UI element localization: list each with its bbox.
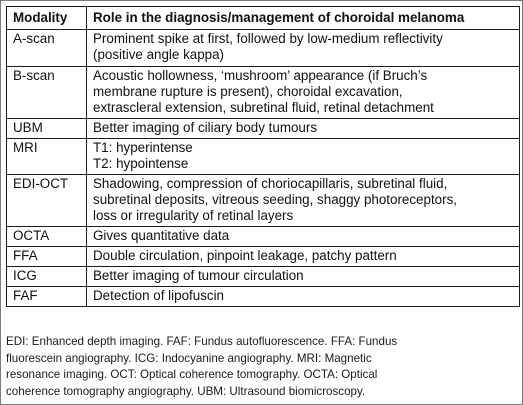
- role-line: Gives quantitative data: [93, 228, 230, 243]
- modality-cell: FAF: [7, 287, 87, 307]
- modality-cell: FFA: [7, 247, 87, 267]
- modality-cell: MRI: [7, 139, 87, 175]
- role-line: Better imaging of ciliary body tumours: [93, 120, 318, 135]
- role-line: Prominent spike at first, followed by low-medium reflectivity: [93, 31, 443, 46]
- role-line: Double circulation, pinpoint leakage, patchy pattern: [93, 248, 397, 263]
- table-row: [7, 247, 520, 267]
- table-row: [7, 287, 520, 307]
- table-row: [7, 30, 520, 67]
- footnote-line: coherence tomography angiography. UBM: Ultrasound biomicroscopy.: [6, 384, 366, 398]
- modality-cell: OCTA: [7, 227, 87, 247]
- role-line: T2: hypointense: [93, 156, 189, 171]
- role-cell: [87, 227, 520, 247]
- modality-cell: B-scan: [7, 67, 87, 119]
- table-row: [7, 175, 520, 227]
- role-line: Shadowing, compression of choriocapillaris, subretinal fluid,: [93, 176, 448, 191]
- modality-table: [6, 6, 520, 307]
- role-line: membrane rupture is present), choroidal excavation,: [93, 84, 403, 99]
- role-line: Acoustic hollowness, ‘mushroom’ appearance (if Bruch’s: [93, 68, 428, 83]
- role-cell: [87, 267, 520, 287]
- role-line: Better imaging of tumour circulation: [93, 268, 304, 283]
- header-row: [7, 7, 520, 30]
- footnote-line: fluorescein angiography. ICG: Indocyanine angiography. MRI: Magnetic: [6, 351, 372, 365]
- role-line: extrascleral extension, subretinal fluid, retinal detachment: [93, 100, 434, 115]
- table-row: [7, 119, 520, 139]
- role-cell: [87, 175, 520, 227]
- table-row: [7, 227, 520, 247]
- table-row: [7, 267, 520, 287]
- header-modality: Modality: [7, 7, 87, 30]
- role-cell: [87, 119, 520, 139]
- modality-cell: A-scan: [7, 30, 87, 67]
- role-line: T1: hyperintense: [93, 140, 193, 155]
- role-line: subretinal deposits, vitreous seeding, shaggy photoreceptors,: [93, 192, 457, 207]
- table-row: [7, 67, 520, 119]
- table-row: [7, 139, 520, 175]
- footnote-line: resonance imaging. OCT: Optical coherence tomography. OCTA: Optical: [6, 368, 378, 381]
- table-body: [7, 30, 520, 307]
- modality-cell: EDI-OCT: [7, 175, 87, 227]
- role-cell: [87, 30, 520, 67]
- role-line: Detection of lipofuscin: [93, 288, 225, 303]
- modality-cell: UBM: [7, 119, 87, 139]
- footnote-line: EDI: Enhanced depth imaging. FAF: Fundus autofluorescence. FFA: Fundus: [6, 335, 398, 348]
- modality-cell: ICG: [7, 267, 87, 287]
- abbreviations-footnote: [6, 334, 506, 400]
- role-cell: [87, 67, 520, 119]
- table-header: [7, 7, 520, 30]
- role-line: (positive angle kappa): [93, 47, 225, 62]
- role-cell: [87, 139, 520, 175]
- role-cell: [87, 247, 520, 267]
- header-role: Role in the diagnosis/management of choroidal melanoma: [87, 7, 520, 30]
- role-line: loss or irregularity of retinal layers: [93, 208, 294, 223]
- role-cell: [87, 287, 520, 307]
